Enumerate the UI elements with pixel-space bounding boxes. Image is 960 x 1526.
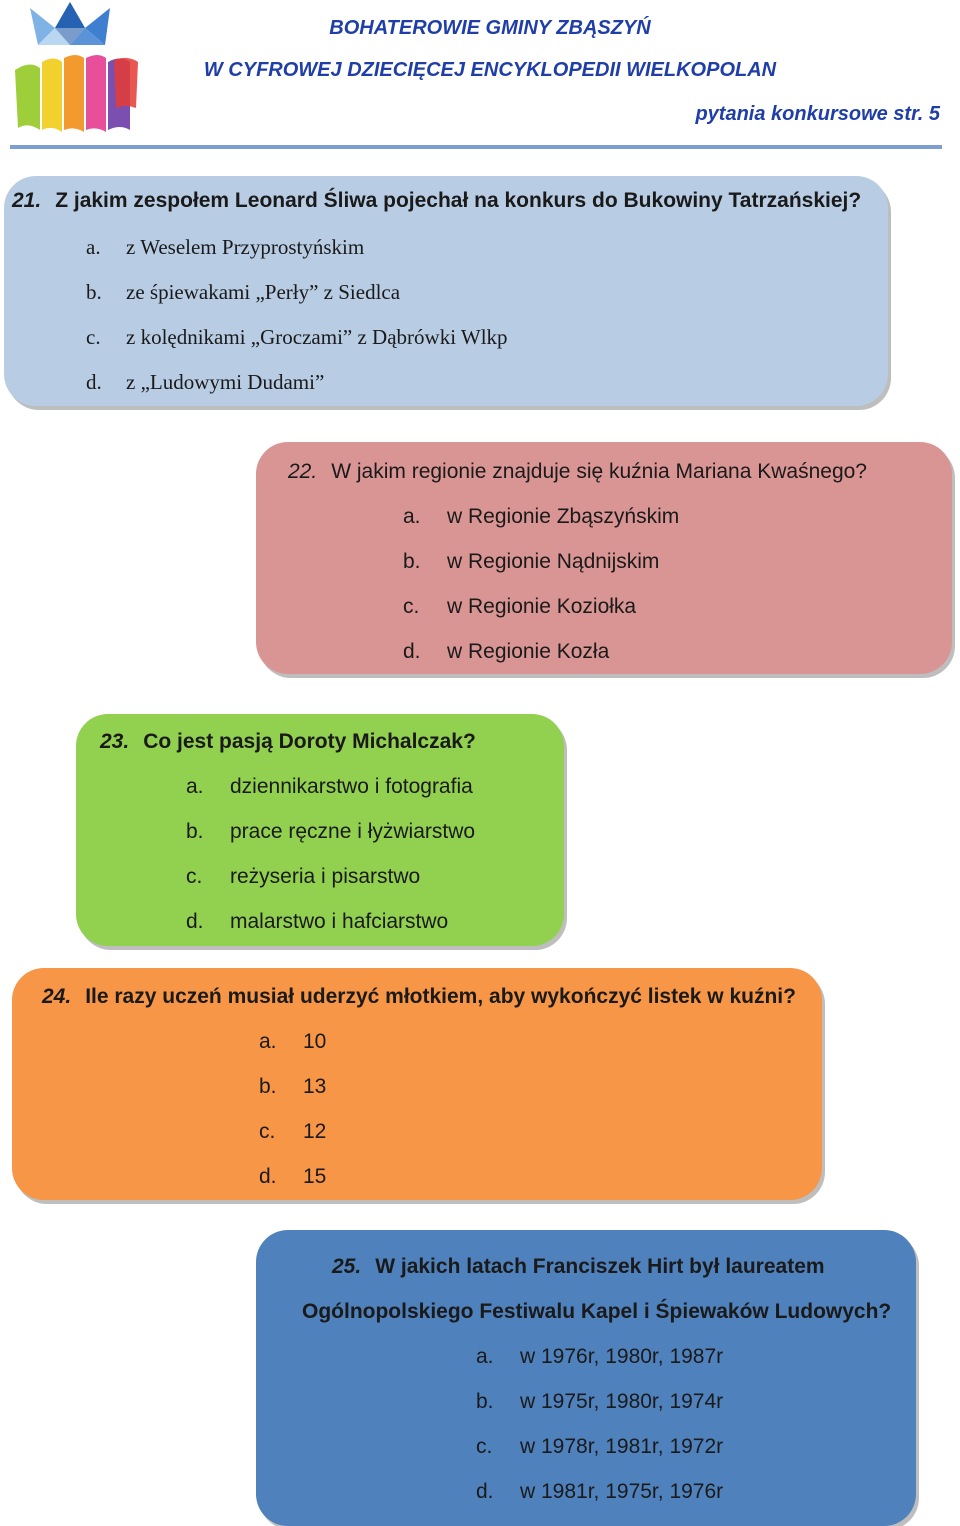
option-23-b[interactable]: b. prace ręczne i łyżwiarstwo <box>186 820 476 843</box>
option-23-a[interactable]: a. dziennikarstwo i fotografia <box>186 775 473 798</box>
question-22 <box>288 460 867 484</box>
option-23-d[interactable]: d. malarstwo i hafciarstwo <box>186 910 449 933</box>
question-number: 23. <box>100 730 130 753</box>
question-25 <box>332 1255 825 1279</box>
option-22-a[interactable]: a. w Regionie Zbąszyńskim <box>403 505 680 528</box>
option-25-c[interactable]: c. w 1978r, 1981r, 1972r <box>476 1435 724 1458</box>
header-divider <box>10 145 942 149</box>
question-text: Co jest pasją Doroty Michalczak? <box>143 730 476 753</box>
question-25-text-line2: Ogólnopolskiego Festiwalu Kapel i Śpiewaków Ludowych? <box>302 1300 892 1323</box>
question-text: W jakich latach Franciszek Hirt był laureatem <box>375 1255 825 1278</box>
option-24-c[interactable]: c. 12 <box>259 1120 327 1143</box>
question-text: Ile razy uczeń musiał uderzyć młotkiem, aby wykończyć listek w kuźni? <box>85 985 796 1008</box>
header-title-line2: W CYFROWEJ DZIECIĘCEJ ENCYKLOPEDII WIELKOPOLAN <box>203 59 777 81</box>
option-25-a[interactable]: a. w 1976r, 1980r, 1987r <box>476 1345 724 1368</box>
question-number: 22. <box>288 460 318 483</box>
option-21-b[interactable]: b. ze śpiewakami „Perły” z Siedlca <box>86 280 401 304</box>
question-text: W jakim regionie znajduje się kuźnia Mariana Kwaśnego? <box>331 460 867 483</box>
header-title-line1: BOHATEROWIE GMINY ZBĄSZYŃ <box>329 17 651 39</box>
option-22-c[interactable]: c. w Regionie Koziołka <box>403 595 637 618</box>
question-number: 24. <box>42 985 72 1008</box>
option-24-d[interactable]: d. 15 <box>259 1165 327 1188</box>
question-21 <box>12 189 861 213</box>
option-22-b[interactable]: b. w Regionie Nądnijskim <box>403 550 660 573</box>
question-number: 21. <box>12 189 42 212</box>
option-25-b[interactable]: b. w 1975r, 1980r, 1974r <box>476 1390 724 1413</box>
option-21-c[interactable]: c. z kolędnikami „Groczami” z Dąbrówki Wlkp <box>86 325 508 349</box>
option-24-b[interactable]: b. 13 <box>259 1075 327 1098</box>
question-text: Z jakim zespołem Leonard Śliwa pojechał na konkurs do Bukowiny Tatrzańskiej? <box>55 189 862 212</box>
option-23-c[interactable]: c. reżyseria i pisarstwo <box>186 865 421 888</box>
option-21-a[interactable]: a. z Weselem Przyprostyńskim <box>86 235 365 259</box>
question-24 <box>42 985 796 1009</box>
option-21-d[interactable]: d. z „Ludowymi Dudami” <box>86 370 325 394</box>
option-22-d[interactable]: d. w Regionie Kozła <box>403 640 610 663</box>
option-25-d[interactable]: d. w 1981r, 1975r, 1976r <box>476 1480 724 1503</box>
option-24-a[interactable]: a. 10 <box>259 1030 327 1053</box>
question-23 <box>100 730 476 754</box>
page-label: pytania konkursowe str. 5 <box>695 103 940 125</box>
question-number: 25. <box>332 1255 362 1278</box>
